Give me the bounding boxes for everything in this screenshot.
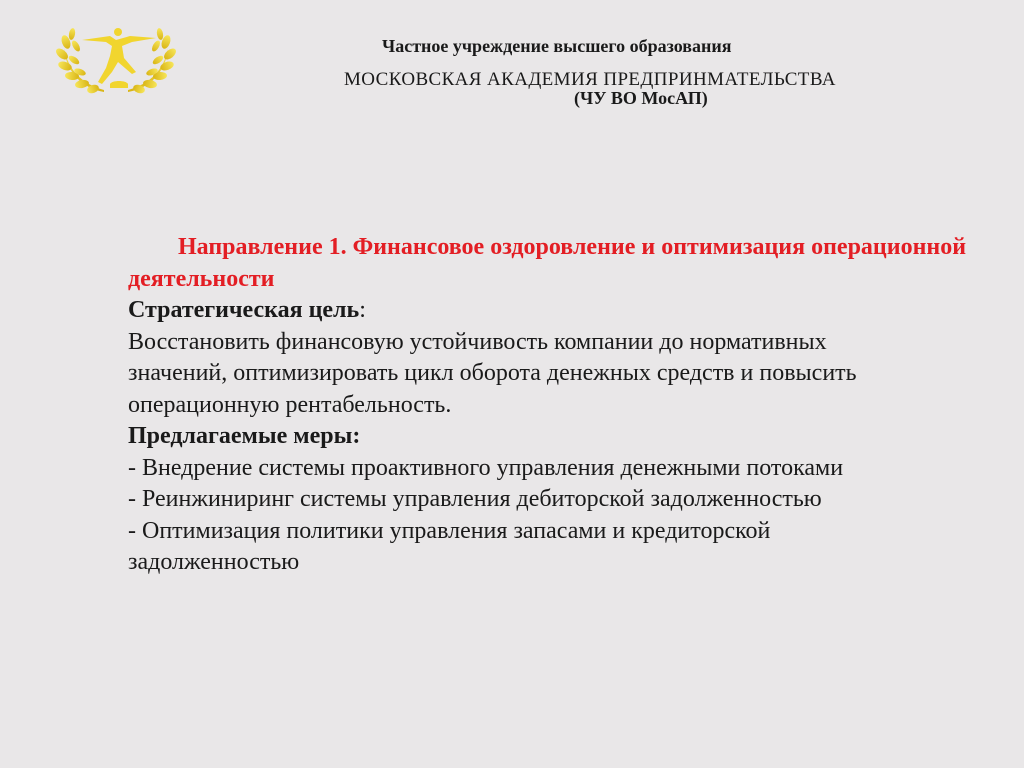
goal-text-line: Восстановить финансовую устойчивость компании до нормативных <box>128 328 827 355</box>
academy-logo-icon <box>52 18 180 96</box>
measure-item: - Внедрение системы проактивного управления денежными потоками <box>128 454 844 481</box>
goal-heading-colon: : <box>359 297 366 323</box>
slide-content <box>128 232 1008 579</box>
academy-abbreviation: (ЧУ ВО МосАП) <box>574 88 708 108</box>
measure-item: - Оптимизация политики управления запасами и кредиторской <box>128 517 771 544</box>
direction-heading: Направление 1. Финансовое оздоровление и оптимизация операционной деятельности <box>128 234 967 292</box>
goal-text-line: операционную рентабельность. <box>128 391 452 418</box>
institution-type: Частное учреждение высшего образования <box>382 36 732 56</box>
goal-text-line: значений, оптимизировать цикл оборота денежных средств и повысить <box>128 360 857 386</box>
measure-item: - Реинжиниринг системы управления дебиторской задолженностью <box>128 486 822 512</box>
measure-item-continuation: задолженностью <box>128 549 300 575</box>
goal-heading: Стратегическая цель <box>128 297 360 323</box>
goal-heading-line <box>128 295 1008 327</box>
academy-name: МОСКОВСКАЯ АКАДЕМИЯ ПРЕДПРИНМАТЕЛЬСТВА <box>344 69 836 90</box>
measures-heading: Предлагаемые меры: <box>128 423 361 449</box>
